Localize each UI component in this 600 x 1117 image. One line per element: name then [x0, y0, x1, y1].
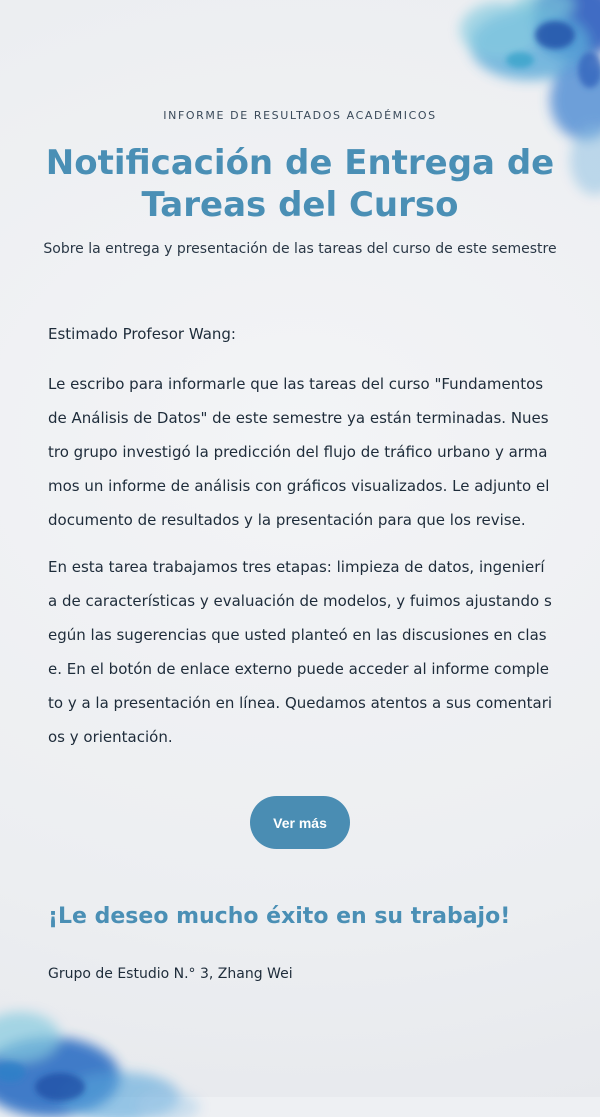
- letter-paragraph-1: Le escribo para informarle que las tareas del curso "Fundamentos de Análisis de Datos" de este semestre ya están terminadas. Nuestro grupo investigó la predicción del flujo de tráfico urbano y armamos un informe de análisis con gráficos visualizados. Le adjunto el documento de resultados y la presentación para que los revise.: [48, 375, 550, 529]
- letter-greeting: Estimado Profesor Wang:: [48, 325, 236, 343]
- letter-paragraph-2: En esta tarea trabajamos tres etapas: limpieza de datos, ingeniería de características y evaluación de modelos, y fuimos ajustando según las sugerencias que usted planteó en las discusiones en clase. En el botón de enlace externo puede acceder al informe completo y a la presentación en línea. Quedamos atentos a sus comentarios y orientación.: [48, 558, 553, 746]
- page-subtitle: Sobre la entrega y presentación de las tareas del curso de este semestre: [43, 241, 557, 257]
- report-eyebrow: INFORME DE RESULTADOS ACADÉMICOS: [163, 109, 437, 122]
- signature: Grupo de Estudio N.° 3, Zhang Wei: [48, 966, 293, 982]
- closing-wish: ¡Le deseo mucho éxito en su trabajo!: [48, 904, 511, 929]
- ver-mas-button[interactable]: Ver más: [250, 796, 350, 849]
- page-title: Notificación de Entrega de Tareas del Curso: [45, 143, 555, 225]
